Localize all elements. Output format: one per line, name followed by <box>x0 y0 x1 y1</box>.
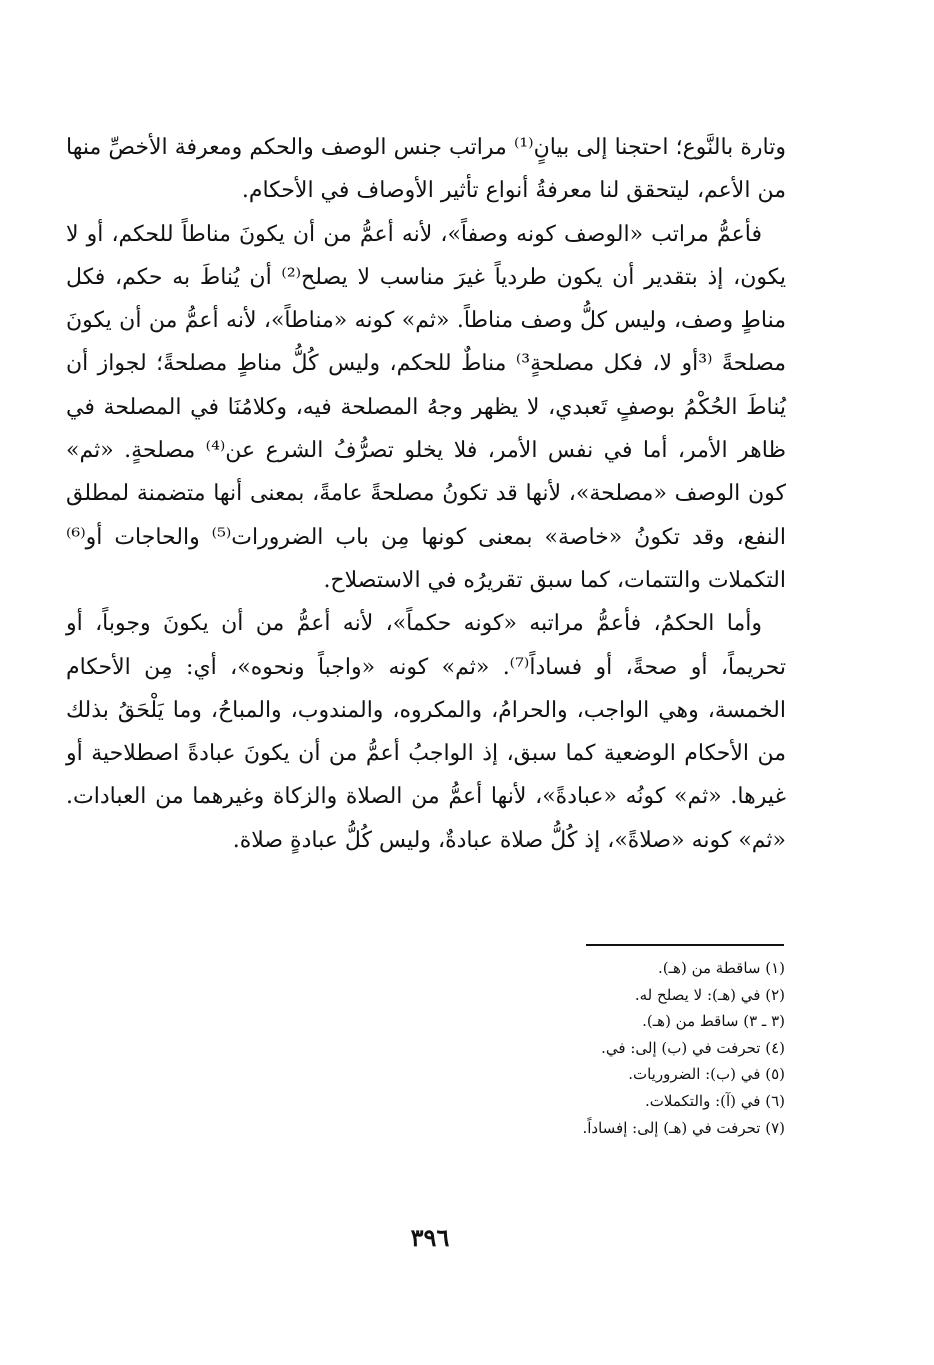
footnote-6: (٦) في (آ): والتكملات. <box>645 1091 785 1110</box>
page-number: ٣٩٦ <box>410 1223 450 1252</box>
paragraph-2: فأعمُّ مراتب «الوصف كونه وصفاً»، لأنه أعمُّ من أن يكونَ مناطاً للحكم، أو لا يكون، إذ بتقدير أن يكون طردياً غيرَ مناسب لا يصلح⁽²⁾ أن يُناطَ به حكم، فكل مناطٍ وصف، وليس كلُّ وصف مناطاً. «ثم» كونه «مناطاً»، لأنه أعمُّ من أن يكونَ مصلحةً ⁽³أو لا، فكل مصلحةٍ³⁾ مناطٌ للحكم، وليس كُلُّ مناطٍ مصلحةً؛ لجواز أن يُناطَ الحُكْمُ بوصفٍ تَعبدي، لا يظهر وجهُ المصلحة فيه، وكلامُنَا في المصلحة في ظاهر الأمر، أما في نفس الأمر، فلا يخلو تصرُّفُ الشرع عن⁽⁴⁾ مصلحةٍ. «ثم» كون الوصف «مصلحة»، لأنها قد تكونُ مصلحةً عامةً، بمعنى أنها متضمنة لمطلق النفع، وقد تكونُ «خاصة» بمعنى كونها مِن باب الضرورات⁽⁵⁾ والحاجات أو⁽⁶⁾ التكملات والتتمات، كما سبق تقريرُه في الاستصلاح. <box>66 221 787 593</box>
footnote-7: (٧) تحرفت في (هـ) إلى: إفساداً. <box>582 1118 785 1137</box>
footnote-separator <box>586 944 784 946</box>
footnote-1: (١) ساقطة من (هـ). <box>658 959 785 977</box>
footnote-3: (٣ ـ ٣) ساقط من (هـ). <box>642 1012 785 1031</box>
footnote-4: (٤) تحرفت في (ب) إلى: في. <box>601 1038 785 1057</box>
footnote-2: (٢) في (هـ): لا يصلح له. <box>634 985 785 1004</box>
paragraph-3: وأما الحكمُ، فأعمُّ مراتبه «كونه حكماً»، لأنه أعمُّ من أن يكونَ وجوباً، أو تحريماً، أو صحةً، أو فساداً⁽⁷⁾. «ثم» كونه «واجباً ونحوه»، أي: مِن الأحكام الخمسة، وهي الواجب، والحرامُ، والمكروه، والمندوب، والمباحُ، وما يَلْحَقُ بذلك من الأحكام الوضعية كما سبق، إذ الواجبُ أعمُّ من أن يكونَ عبادةً اصطلاحية أو غيرها. «ثم» كونُه «عبادةً»، لأنها أعمُّ من الصلاة والزكاة وغيرهما من العبادات. «ثم» كونه «صلاةً»، إذ كُلُّ صلاة عبادةٌ، وليس كُلُّ عبادةٍ صلاة. <box>66 611 786 853</box>
main-text <box>66 126 786 862</box>
footnote-5: (٥) في (ب): الضروريات. <box>628 1065 785 1084</box>
footnotes <box>480 955 785 1141</box>
paragraph-1: وتارة بالنَّوع؛ احتجنا إلى بيانٍ⁽¹⁾ مراتب جنس الوصف والحكم ومعرفة الأخصِّ منها من الأعم، ليتحقق لنا معرفةُ أنواع تأثير الأوصاف في الأحكام. <box>66 135 786 204</box>
